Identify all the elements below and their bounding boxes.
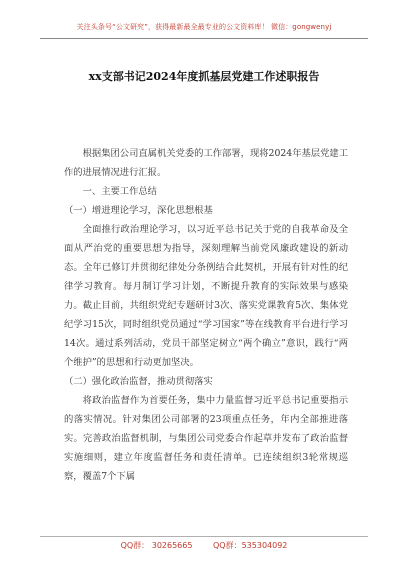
qq-group-1: QQ群： 30265665 — [120, 541, 193, 550]
section-heading: 一、主要工作总结 — [82, 186, 157, 197]
header-banner: 关注头条号“公文研究”，获得最新最全最专业的公文资料库！ 微信：gongwenyj — [76, 23, 332, 31]
subsection-heading-2: （二）强化政治监督，推动贯彻落实 — [64, 376, 213, 387]
subsection-heading-1: （一）增进理论学习，深化思想根基 — [64, 205, 213, 216]
intro-paragraph: 根据集团公司直属机关党委的工作部署，现将2024年基层党建工作的进展情况进行汇报。 — [64, 148, 348, 178]
document-body — [64, 144, 348, 486]
document-title: xx支部书记2024年度抓基层党建工作述职报告 — [88, 70, 320, 83]
body-paragraph-2: 将政治监督作为首要任务，集中力量监督习近平总书记重要指示的落实情况。针对集团公司部署的23项重点任务，年内全部推进落实。完善政治监督机制，与集团公司党委合作起草并发布了政治监督实施细则，建立年度监督任务和责任清单。已连续组织3轮常规巡察，覆盖7个下属 — [64, 395, 348, 482]
footer-divider — [40, 536, 368, 537]
header-divider — [40, 38, 368, 39]
qq-group-2: QQ群：535304092 — [213, 541, 288, 550]
footer-banner — [0, 540, 408, 551]
body-paragraph-1: 全面推行政治理论学习，以习近平总书记关于党的自我革命及全面从严治党的重要思想为指导，深刻理解当前党风廉政建设的新动态。全年已修订并贯彻纪律处分条例结合此契机，开展有针对性的纪律学习教育。每月制订学习计划，不断提升教育的实际效果与感染力。截止目前，共组织党纪专题研讨3次、落实党课教育5次、集体党纪学习15次，同时组织党员通过“学习国家”等在线教育平台进行学习14次。通过系列活动，党员干部坚定树立“两个确立”意识，践行“两个维护”的思想和行动更加坚决。 — [64, 224, 348, 368]
